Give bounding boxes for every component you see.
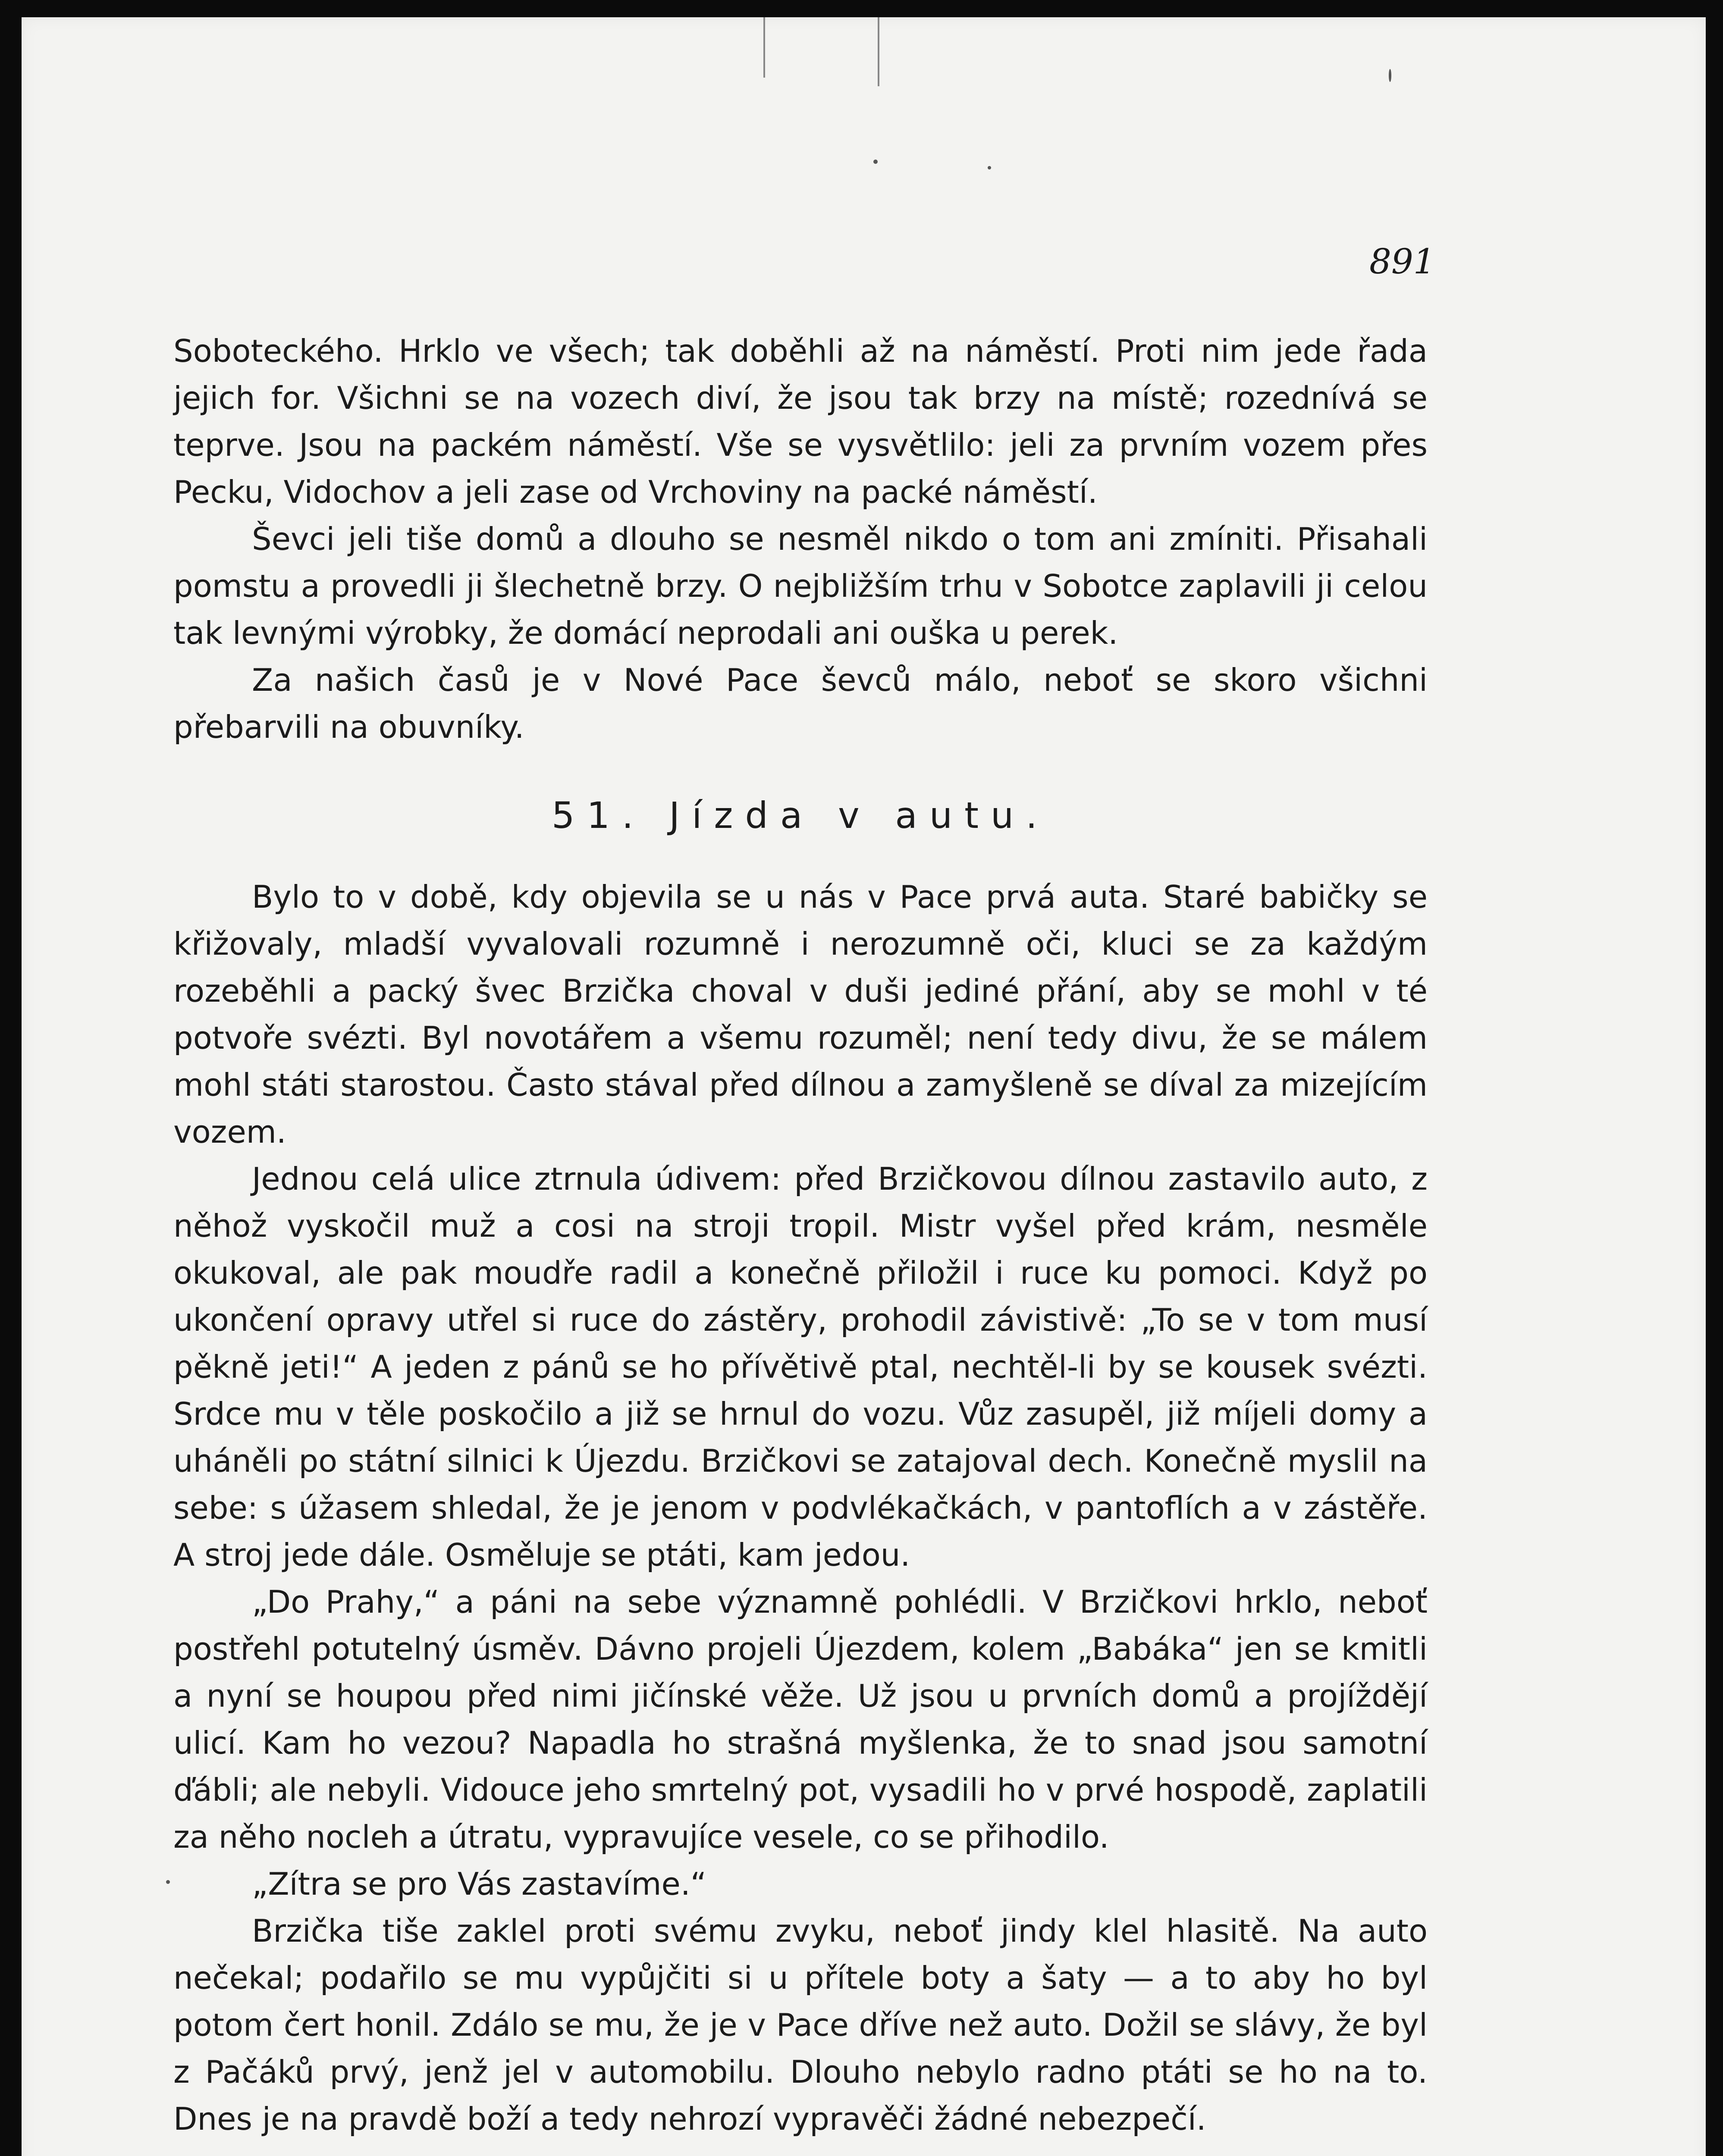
- paragraph: „Do Prahy,“ a páni na sebe významně pohlédli. V Brzičkovi hrklo, neboť postřehl potutelný úsměv. Dávno projeli Újezdem, kolem „Babáka“ jen se kmitli a nyní se houpou před nimi jičínské věže. Už jsou u prvních domů a projíždějí ulicí. Kam ho vezou? Napadla ho strašná myšlenka, že to snad jsou samotní ďábli; ale nebyli. Vidouce jeho smrtelný pot, vysadili ho v prvé hospodě, zaplatili za něho nocleh a útratu, vypravujíce vesele, co se přihodilo.: [173, 1584, 1428, 1855]
- body-text: [173, 328, 1428, 2143]
- paragraph: Soboteckého. Hrklo ve všech; tak doběhli až na náměstí. Proti nim jede řada jejich for. Všichni se na vozech diví, že jsou tak brzy na místě; rozednívá se teprve. Jsou na packém náměstí. Vše se vysvětlilo: jeli za prvním vozem přes Pecku, Vidochov a jeli zase od Vrchoviny na packé náměstí.: [173, 333, 1428, 510]
- paragraph: Za našich časů je v Nové Pace ševců málo, neboť se skoro všichni přebarvili na obuvníky.: [173, 662, 1428, 745]
- scan-speck: [166, 1880, 170, 1884]
- paragraph: Bylo to v době, kdy objevila se u nás v Pace prvá auta. Staré babičky se křižovaly, mladší vyvalovali rozumně i nerozumně oči, kluci se za každým rozeběhli a packý švec Brzička choval v duši jediné přání, aby se mohl v té potvoře svézti. Byl novotářem a všemu rozuměl; není tedy divu, že se málem mohl státi starostou. Často stával před dílnou a zamyšleně se díval za mizejícím vozem.: [173, 879, 1428, 1150]
- page-number: 891: [1369, 241, 1435, 282]
- paragraph: Brzička tiše zaklel proti svému zvyku, neboť jindy klel hlasitě. Na auto nečekal; podařilo se mu vypůjčiti si u přítele boty a šaty — a to aby ho byl potom čert honil. Zdálo se mu, že je v Pace dříve než auto. Dožil se slávy, že byl z Pačáků prvý, jenž jel v automobilu. Dlouho nebylo radno ptáti se ho na to. Dnes je na pravdě boží a tedy nehrozí vypravěči žádné nebezpečí.: [173, 1913, 1428, 2137]
- book-page: [22, 17, 1706, 2156]
- chapter-title: 51. Jízda v autu.: [552, 794, 1049, 837]
- scan-speck: [873, 160, 878, 164]
- paragraph: Ševci jeli tiše domů a dlouho se nesměl nikdo o tom ani zmíniti. Přisahali pomstu a provedli ji šlechetně brzy. O nejbližším trhu v Sobotce zaplavili ji celou tak levnými výrobky, že domácí neprodali ani ouška u perek.: [173, 521, 1428, 651]
- paragraph: „Zítra se pro Vás zastavíme.“: [252, 1866, 707, 1902]
- scan-speck: [988, 166, 991, 169]
- scan-speck: [1389, 69, 1391, 82]
- scan-artifact-line: [878, 17, 879, 86]
- scan-artifact-line: [763, 17, 765, 78]
- paragraph: Jednou celá ulice ztrnula údivem: před Brzičkovou dílnou zastavilo auto, z něhož vyskočil muž a cosi na stroji tropil. Mistr vyšel před krám, nesměle okukoval, ale pak moudře radil a konečně přiložil i ruce ku pomoci. Když po ukončení opravy utřel si ruce do zástěry, prohodil závistivě: „To se v tom musí pěkně jeti!“ A jeden z pánů se ho přívětivě ptal, nechtěl-li by se kousek svézti. Srdce mu v těle poskočilo a již se hrnul do vozu. Vůz zasupěl, již míjeli domy a uháněli po státní silnici k Újezdu. Brzičkovi se zatajoval dech. Konečně myslil na sebe: s úžasem shledal, že je jenom v podvlékačkách, v pantoflích a v zástěře. A stroj jede dále. Osměluje se ptáti, kam jedou.: [173, 1161, 1428, 1573]
